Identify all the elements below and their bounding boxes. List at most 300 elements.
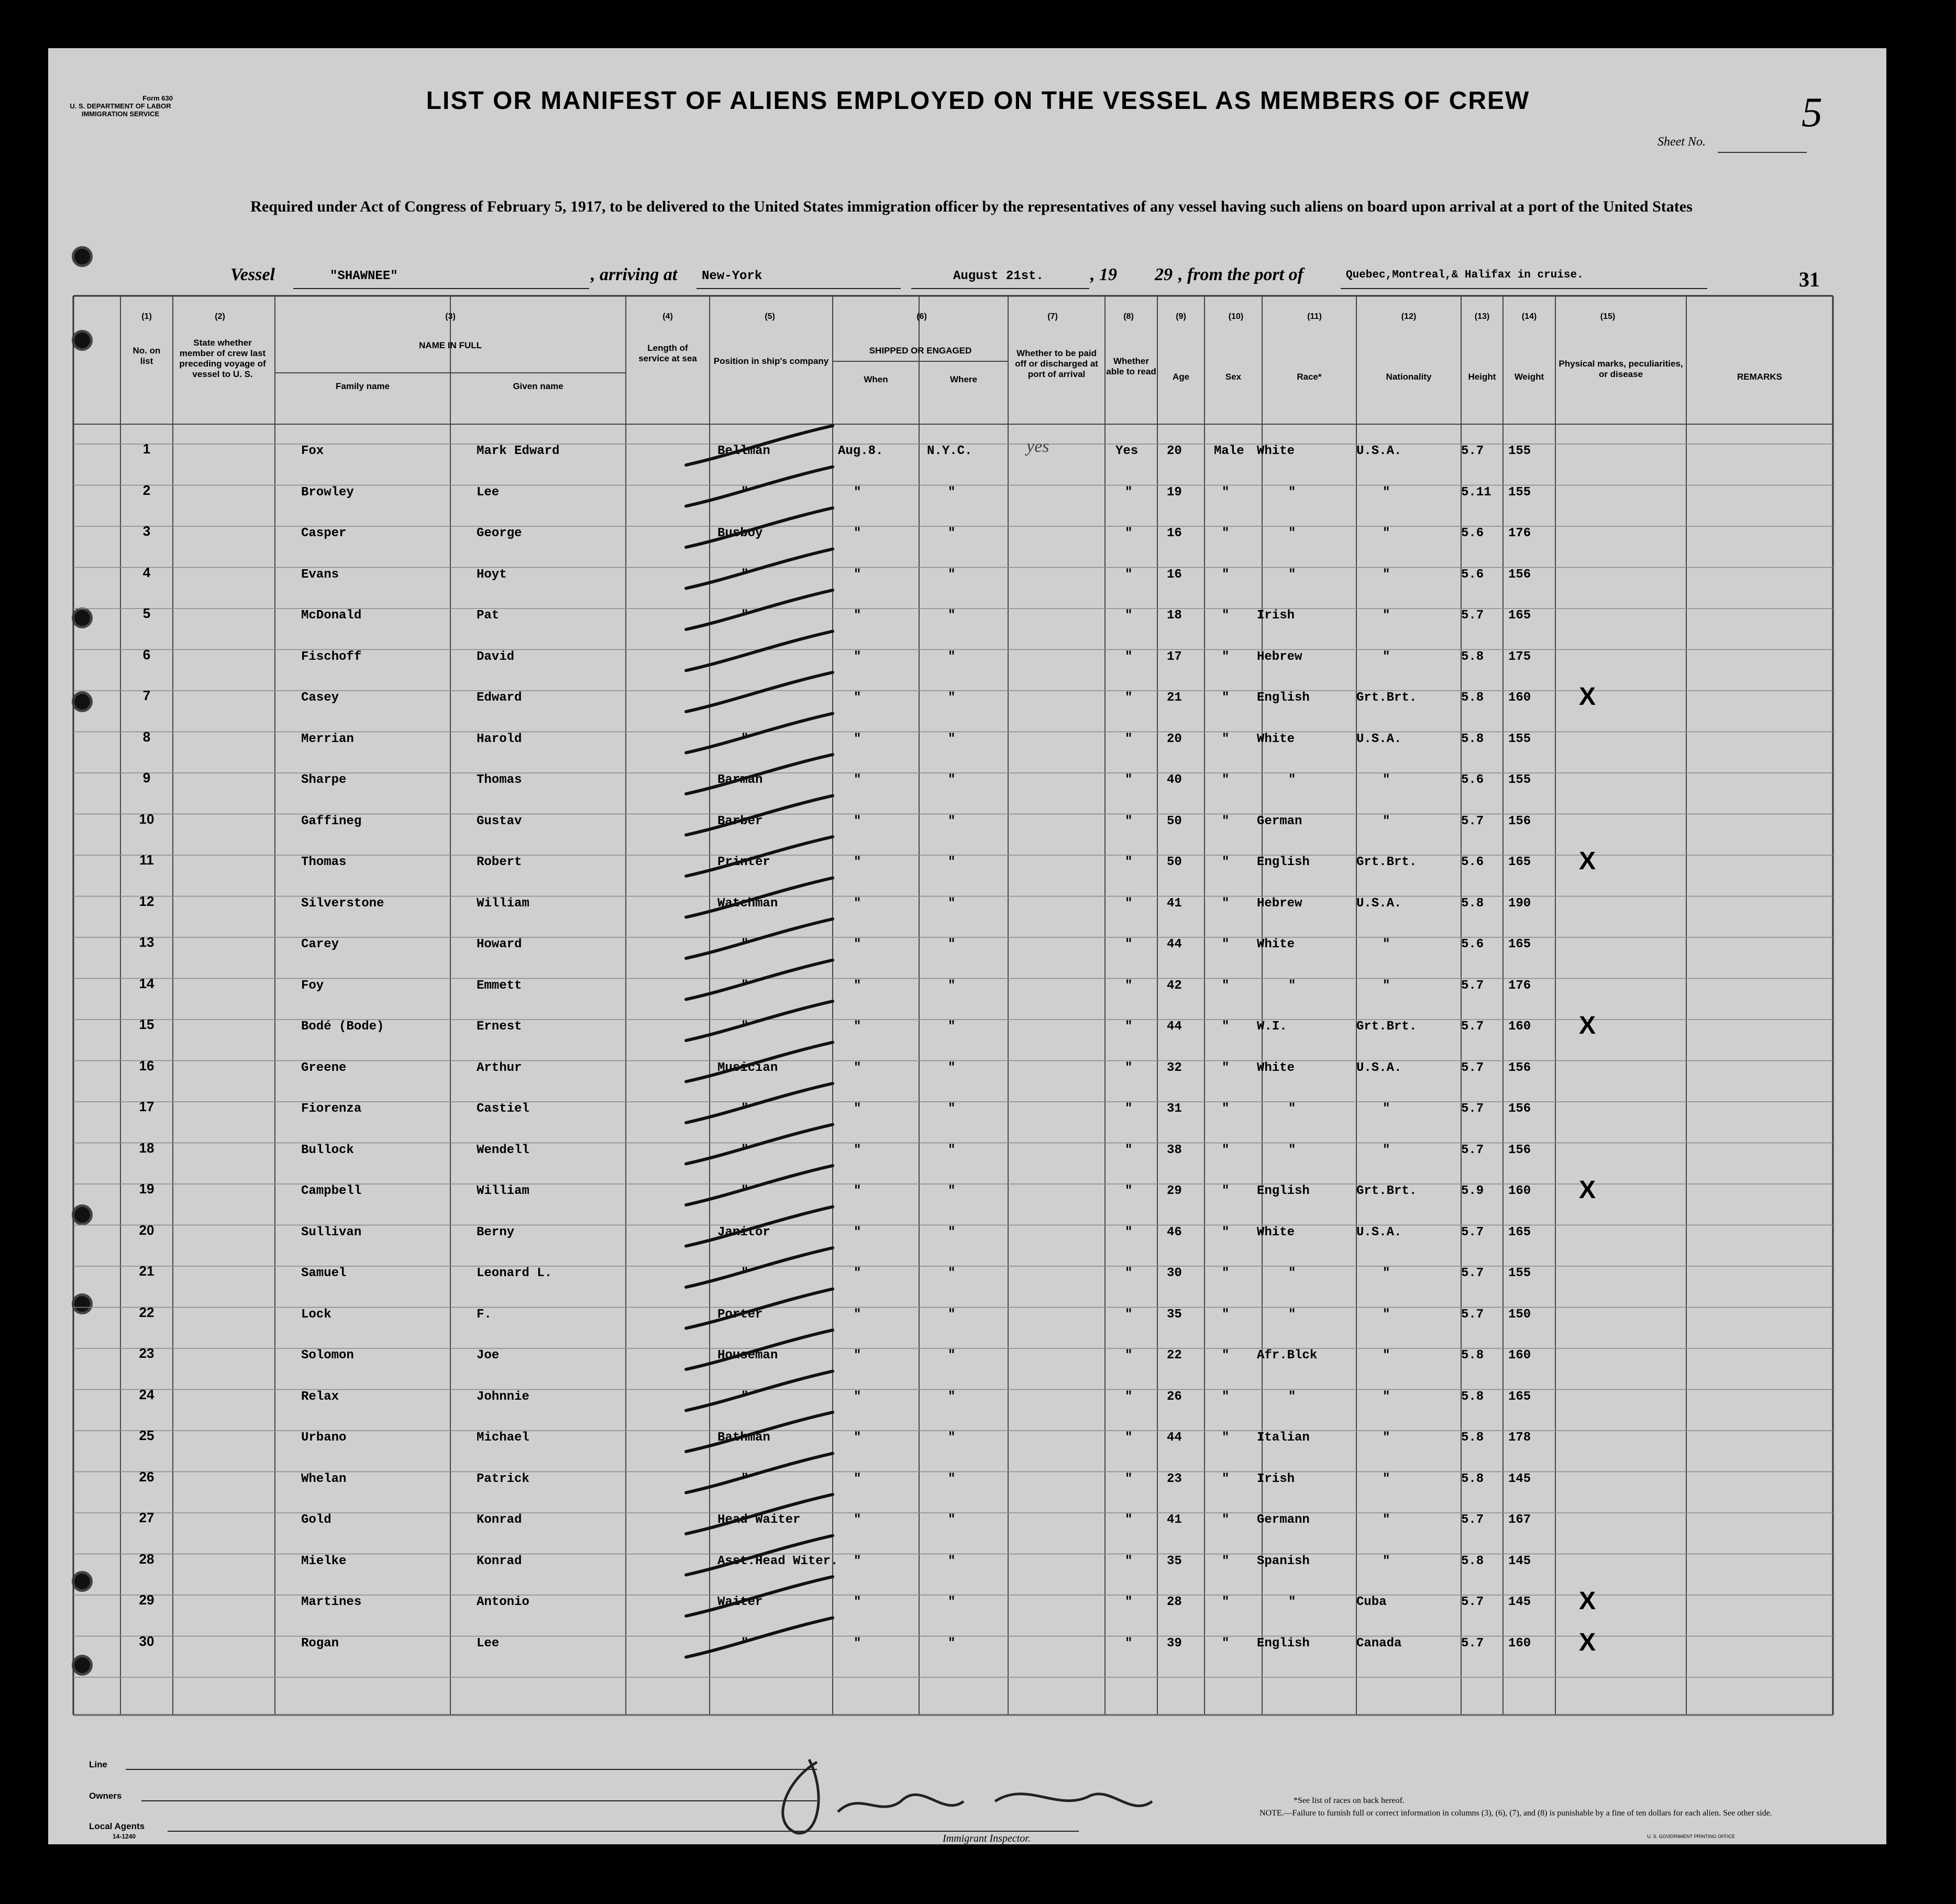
cell-position: Bellman (717, 444, 770, 458)
sheet-number-handwritten: 5 (1802, 90, 1822, 136)
check-stroke (686, 714, 833, 753)
cell-nationality: U.S.A. (1356, 896, 1402, 911)
cell-race: Spanish (1257, 1554, 1310, 1568)
cell-where: " (948, 1266, 956, 1280)
cell-weight: 165 (1508, 1389, 1531, 1404)
cell-race: English (1257, 1184, 1310, 1198)
cell-family: Whelan (301, 1471, 347, 1486)
check-stroke (686, 1412, 833, 1452)
header-position: Position in ship's company (713, 356, 829, 366)
cell-given: Hoyt (477, 567, 507, 582)
cell-given: Emmett (477, 978, 522, 993)
cell-nationality: U.S.A. (1356, 1225, 1402, 1239)
check-stroke (686, 508, 833, 547)
cell-sex: " (1222, 1554, 1230, 1568)
cell-where: " (948, 937, 956, 951)
cell-read: " (1125, 814, 1133, 828)
check-stroke (686, 1207, 833, 1246)
cell-where: " (948, 1225, 956, 1239)
cell-where: " (948, 691, 956, 705)
cell-sex: " (1222, 978, 1230, 993)
row-number: 5 (142, 605, 151, 621)
arrival-date: August 21st. (953, 269, 1044, 283)
cell-read: " (1125, 1307, 1133, 1322)
cell-height: 5.6 (1461, 526, 1484, 540)
cell-nationality: Grt.Brt. (1356, 1020, 1417, 1034)
header-no-on-list: No. on list (132, 346, 161, 366)
cell-sex: " (1222, 1513, 1230, 1527)
cell-position: " (741, 1184, 749, 1198)
cell-race: Hebrew (1257, 649, 1302, 664)
cell-read: " (1125, 773, 1133, 787)
check-stroke (686, 1371, 833, 1411)
cell-given: Konrad (477, 1554, 522, 1568)
cell-when: " (854, 1307, 861, 1322)
col-num-10: (10) (1228, 312, 1244, 321)
cell-height: 5.7 (1461, 814, 1484, 828)
cell-given: Johnnie (477, 1389, 529, 1404)
cell-family: Foy (301, 978, 324, 993)
cell-position: Watchman (717, 896, 778, 911)
cell-read: " (1125, 1513, 1133, 1527)
cell-race: " (1288, 1389, 1296, 1404)
cell-age: 16 (1167, 567, 1182, 582)
cell-sex: " (1222, 485, 1230, 500)
cell-position: " (741, 937, 749, 951)
cell-height: 5.11 (1461, 485, 1491, 500)
cell-sex: " (1222, 1348, 1230, 1363)
cell-age: 32 (1167, 1060, 1182, 1075)
cell-family: Greene (301, 1060, 347, 1075)
cell-race: Germann (1257, 1513, 1310, 1527)
check-stroke (686, 467, 833, 506)
cell-nationality: " (1383, 978, 1390, 993)
cell-where: " (948, 1307, 956, 1322)
header-age: Age (1172, 372, 1190, 382)
cell-sex: " (1222, 691, 1230, 705)
cell-nationality: " (1383, 1348, 1390, 1363)
cell-position: Printer (717, 855, 770, 869)
cell-position: " (741, 608, 749, 623)
cell-sex: " (1222, 1020, 1230, 1034)
col-num-15: (15) (1600, 312, 1616, 321)
row-number: 26 (139, 1468, 154, 1485)
cell-sex: " (1222, 608, 1230, 623)
cell-given: Castiel (477, 1102, 529, 1116)
header-when: When (864, 374, 888, 384)
cell-when: " (854, 978, 861, 993)
cell-weight: 160 (1508, 1020, 1531, 1034)
cell-sex: " (1222, 1431, 1230, 1445)
cell-race: " (1288, 978, 1296, 993)
cell-sex: " (1222, 567, 1230, 582)
cell-given: Ernest (477, 1020, 522, 1034)
cell-when: " (854, 1389, 861, 1404)
row-number: 11 (139, 852, 154, 868)
cell-age: 35 (1167, 1554, 1182, 1568)
cell-position: " (741, 1020, 749, 1034)
physical-mark-x: X (1579, 1628, 1596, 1656)
physical-mark-x: X (1579, 683, 1596, 711)
check-stroke (686, 1166, 833, 1205)
cell-nationality: Grt.Brt. (1356, 691, 1417, 705)
cell-family: Browley (301, 485, 354, 500)
cell-family: Thomas (301, 855, 347, 869)
cell-when: " (854, 1471, 861, 1486)
cell-given: George (477, 526, 522, 540)
cell-height: 5.7 (1461, 1102, 1484, 1116)
cell-when: " (854, 732, 861, 746)
cell-weight: 165 (1508, 855, 1531, 869)
cell-where: N.Y.C. (927, 444, 973, 458)
cell-height: 5.8 (1461, 1389, 1484, 1404)
cell-where: " (948, 732, 956, 746)
col-num-9: (9) (1176, 312, 1186, 321)
cell-weight: 165 (1508, 608, 1531, 623)
cell-read: " (1125, 567, 1133, 582)
cell-when: " (854, 896, 861, 911)
check-stroke (686, 1125, 833, 1164)
cell-given: Thomas (477, 773, 522, 787)
cell-family: Lock (301, 1307, 331, 1322)
cell-given: Antonio (477, 1595, 529, 1609)
row-number: 24 (139, 1386, 154, 1402)
check-stroke (686, 1536, 833, 1575)
cell-when: " (854, 1184, 861, 1198)
page-number: 31 (1799, 268, 1820, 291)
cell-read: " (1125, 1636, 1133, 1651)
cell-when: " (854, 855, 861, 869)
cell-position: " (741, 1266, 749, 1280)
local-agents-ref: 14-1240 (113, 1833, 136, 1840)
cell-height: 5.7 (1461, 1020, 1484, 1034)
check-stroke (686, 1248, 833, 1287)
row-number: 17 (139, 1099, 154, 1114)
cell-position: Musician (717, 1060, 778, 1075)
cell-when: " (854, 567, 861, 582)
vessel-label: Vessel (230, 265, 275, 284)
cell-age: 17 (1167, 649, 1182, 664)
cell-age: 29 (1167, 1184, 1182, 1198)
cell-family: Casey (301, 691, 339, 705)
cell-race: " (1288, 1307, 1296, 1322)
cell-when: " (854, 649, 861, 664)
row-number: 2 (142, 482, 151, 498)
cell-sex: " (1222, 937, 1230, 951)
cell-race: " (1288, 485, 1296, 500)
cell-race: Italian (1257, 1431, 1310, 1445)
cell-where: " (948, 1143, 956, 1157)
cell-given: Edward (477, 691, 522, 705)
cell-family: Martines (301, 1595, 362, 1609)
cell-weight: 167 (1508, 1513, 1531, 1527)
header-height: Height (1468, 372, 1496, 382)
physical-mark-x: X (1579, 1012, 1596, 1039)
cell-family: Fiorenza (301, 1102, 362, 1116)
cell-family: Bodé (Bode) (301, 1020, 384, 1034)
col-num-7: (7) (1047, 312, 1058, 321)
cell-read: " (1125, 1184, 1133, 1198)
cell-race: W.I. (1257, 1020, 1287, 1034)
cell-sex: " (1222, 732, 1230, 746)
header-remarks: REMARKS (1737, 372, 1782, 382)
cell-weight: 155 (1508, 732, 1531, 746)
cell-race: English (1257, 855, 1310, 869)
row-number: 30 (139, 1633, 154, 1649)
cell-where: " (948, 1636, 956, 1651)
cell-family: Samuel (301, 1266, 347, 1280)
cell-read: " (1125, 485, 1133, 500)
cell-height: 5.8 (1461, 1471, 1484, 1486)
cell-position: Porter (717, 1307, 763, 1322)
cell-nationality: " (1383, 1431, 1390, 1445)
check-stroke (686, 1618, 833, 1657)
cell-family: Urbano (301, 1431, 347, 1445)
header-sex: Sex (1225, 372, 1242, 382)
cell-position: " (741, 1102, 749, 1116)
cell-sex: " (1222, 855, 1230, 869)
cell-weight: 156 (1508, 1143, 1531, 1157)
cell-weight: 176 (1508, 978, 1531, 993)
cell-race: " (1288, 526, 1296, 540)
line-label: Line (89, 1759, 107, 1769)
header-family-name: Family name (336, 381, 390, 391)
arriving-label: , arriving at (591, 265, 678, 284)
cell-age: 19 (1167, 485, 1182, 500)
cell-when: " (854, 1636, 861, 1651)
cell-read: " (1125, 1595, 1133, 1609)
cell-height: 5.6 (1461, 855, 1484, 869)
cell-family: Campbell (301, 1184, 362, 1198)
sheet-number-label: Sheet No. (1657, 135, 1706, 149)
cell-where: " (948, 1431, 956, 1445)
cell-given: William (477, 1184, 529, 1198)
check-stroke (686, 960, 833, 1000)
cell-where: " (948, 1554, 956, 1568)
header-weight: Weight (1514, 372, 1544, 382)
cell-family: Bullock (301, 1143, 354, 1157)
cell-race: " (1288, 1595, 1296, 1609)
line-underline (126, 1769, 817, 1770)
cell-weight: 160 (1508, 1636, 1531, 1651)
cell-when: " (854, 691, 861, 705)
row-number: 9 (142, 770, 151, 785)
cell-where: " (948, 1060, 956, 1075)
cell-age: 41 (1167, 1513, 1182, 1527)
row-number: 28 (139, 1551, 154, 1567)
cell-given: Pat (477, 608, 500, 623)
cell-sex: " (1222, 1102, 1230, 1116)
row-number: 25 (139, 1427, 154, 1443)
check-stroke (686, 549, 833, 589)
cell-age: 30 (1167, 1266, 1182, 1280)
check-stroke (686, 1289, 833, 1329)
cell-position: Bathman (717, 1431, 770, 1445)
vessel-name: "SHAWNEE" (330, 269, 398, 283)
cell-sex: " (1222, 1184, 1230, 1198)
cell-family: Sullivan (301, 1225, 362, 1239)
header-where: Where (950, 374, 977, 384)
cell-when: " (854, 814, 861, 828)
cell-age: 35 (1167, 1307, 1182, 1322)
cell-height: 5.8 (1461, 649, 1484, 664)
cell-sex: " (1222, 649, 1230, 664)
cell-nationality: " (1383, 526, 1390, 540)
cell-age: 31 (1167, 1102, 1182, 1116)
cell-position: Janitor (717, 1225, 770, 1239)
cell-age: 28 (1167, 1595, 1182, 1609)
cell-nationality: " (1383, 567, 1390, 582)
cell-sex: " (1222, 896, 1230, 911)
cell-height: 5.8 (1461, 896, 1484, 911)
cell-where: " (948, 567, 956, 582)
header-paid-off: Whether to be paid off or discharged at port of arrival (1015, 348, 1098, 379)
cell-weight: 165 (1508, 937, 1531, 951)
cell-sex: " (1222, 1225, 1230, 1239)
cell-nationality: Canada (1356, 1636, 1402, 1651)
cell-race: Irish (1257, 608, 1295, 623)
check-stroke (686, 755, 833, 794)
service-name: IMMIGRATION SERVICE (81, 110, 160, 118)
cell-family: Solomon (301, 1348, 354, 1363)
row-number: 23 (139, 1345, 154, 1361)
cell-nationality: " (1383, 1513, 1390, 1527)
header-name-in-full: NAME IN FULL (419, 340, 482, 350)
cell-given: William (477, 896, 529, 911)
cell-position: Barman (717, 773, 763, 787)
cell-where: " (948, 978, 956, 993)
check-stroke (686, 426, 833, 465)
cell-weight: 155 (1508, 773, 1531, 787)
cell-weight: 178 (1508, 1431, 1531, 1445)
row-number: 22 (139, 1304, 154, 1320)
owners-label: Owners (89, 1791, 122, 1801)
cell-given: Berny (477, 1225, 515, 1239)
owners-underline (141, 1800, 817, 1801)
cell-when: " (854, 1431, 861, 1445)
cell-family: Rogan (301, 1636, 339, 1651)
cell-position: Barber (717, 814, 763, 828)
cell-where: " (948, 526, 956, 540)
cell-when: " (854, 1020, 861, 1034)
cell-when: " (854, 1225, 861, 1239)
col-num-12: (12) (1401, 312, 1417, 321)
cell-sex: " (1222, 1389, 1230, 1404)
col-num-14: (14) (1521, 312, 1537, 321)
cell-height: 5.7 (1461, 444, 1484, 458)
cell-nationality: " (1383, 814, 1390, 828)
cell-position: " (741, 1389, 749, 1404)
row-number: 1 (142, 441, 151, 457)
cell-family: Gold (301, 1513, 331, 1527)
cell-read: " (1125, 855, 1133, 869)
cell-nationality: " (1383, 773, 1390, 787)
cell-age: 23 (1167, 1471, 1182, 1486)
cell-read: " (1125, 1431, 1133, 1445)
cell-given: Konrad (477, 1513, 522, 1527)
cell-nationality: " (1383, 1102, 1390, 1116)
check-stroke (686, 919, 833, 958)
cell-when: " (854, 1595, 861, 1609)
header-nationality: Nationality (1386, 372, 1432, 382)
cell-height: 5.8 (1461, 1431, 1484, 1445)
cell-position: Busboy (717, 526, 763, 540)
header-race: Race* (1297, 372, 1322, 382)
cell-weight: 150 (1508, 1307, 1531, 1322)
cell-read: " (1125, 1266, 1133, 1280)
cell-race: Afr.Blck (1257, 1348, 1318, 1363)
cell-nationality: Grt.Brt. (1356, 855, 1417, 869)
physical-mark-x: X (1579, 1587, 1596, 1615)
row-number: 14 (139, 975, 154, 991)
cell-family: Silverstone (301, 896, 384, 911)
cell-age: 50 (1167, 855, 1182, 869)
cell-where: " (948, 814, 956, 828)
cell-where: " (948, 773, 956, 787)
cell-age: 44 (1167, 937, 1182, 951)
row-number: 29 (139, 1592, 154, 1608)
cell-given: Lee (477, 485, 500, 500)
cell-family: Mielke (301, 1554, 347, 1568)
physical-mark-x: X (1579, 847, 1596, 875)
row-number: 12 (139, 893, 154, 909)
cell-read: " (1125, 1348, 1133, 1363)
cell-family: Evans (301, 567, 339, 582)
cell-age: 42 (1167, 978, 1182, 993)
printer-credit: U. S. GOVERNMENT PRINTING OFFICE (1647, 1834, 1735, 1839)
col-num-8: (8) (1123, 312, 1134, 321)
cell-weight: 155 (1508, 444, 1531, 458)
cell-weight: 156 (1508, 567, 1531, 582)
cell-read: " (1125, 691, 1133, 705)
cell-race: " (1288, 567, 1296, 582)
cell-sex: " (1222, 1143, 1230, 1157)
col-num-13: (13) (1474, 312, 1490, 321)
header-shipped-or-engaged: SHIPPED OR ENGAGED (869, 346, 972, 356)
cell-position: Waiter (717, 1595, 763, 1609)
cell-weight: 160 (1508, 691, 1531, 705)
cell-read: " (1125, 649, 1133, 664)
cell-given: Wendell (477, 1143, 529, 1157)
cell-given: Arthur (477, 1060, 522, 1075)
cell-age: 20 (1167, 732, 1182, 746)
cell-nationality: " (1383, 1266, 1390, 1280)
from-label: , from the port of (1178, 265, 1303, 284)
col-num-6: (6) (916, 312, 927, 321)
check-stroke (686, 1001, 833, 1040)
penalty-note: NOTE.—Failure to furnish full or correct information in columns (3), (6), (7), and (8) is punishable by a fine of ten dollars for each alien. See other side. (1259, 1809, 1772, 1818)
row-number: 4 (142, 564, 151, 580)
cell-weight: 160 (1508, 1184, 1531, 1198)
check-stroke (686, 1577, 833, 1616)
cell-age: 18 (1167, 608, 1182, 623)
department-name: U. S. DEPARTMENT OF LABOR (70, 102, 171, 110)
check-stroke (686, 878, 833, 917)
cell-paid: yes (1026, 437, 1049, 456)
cell-height: 5.8 (1461, 732, 1484, 746)
cell-given: Patrick (477, 1471, 529, 1486)
cell-read: " (1125, 608, 1133, 623)
cell-weight: 175 (1508, 649, 1531, 664)
race-footnote: *See list of races on back hereof. (1294, 1796, 1405, 1805)
cell-family: Gaffineg (301, 814, 362, 828)
cell-nationality: " (1383, 1471, 1390, 1486)
cell-read: " (1125, 526, 1133, 540)
cell-age: 21 (1167, 691, 1182, 705)
cell-where: " (948, 649, 956, 664)
row-number: 19 (139, 1181, 154, 1197)
local-agents-label: Local Agents (89, 1821, 145, 1831)
